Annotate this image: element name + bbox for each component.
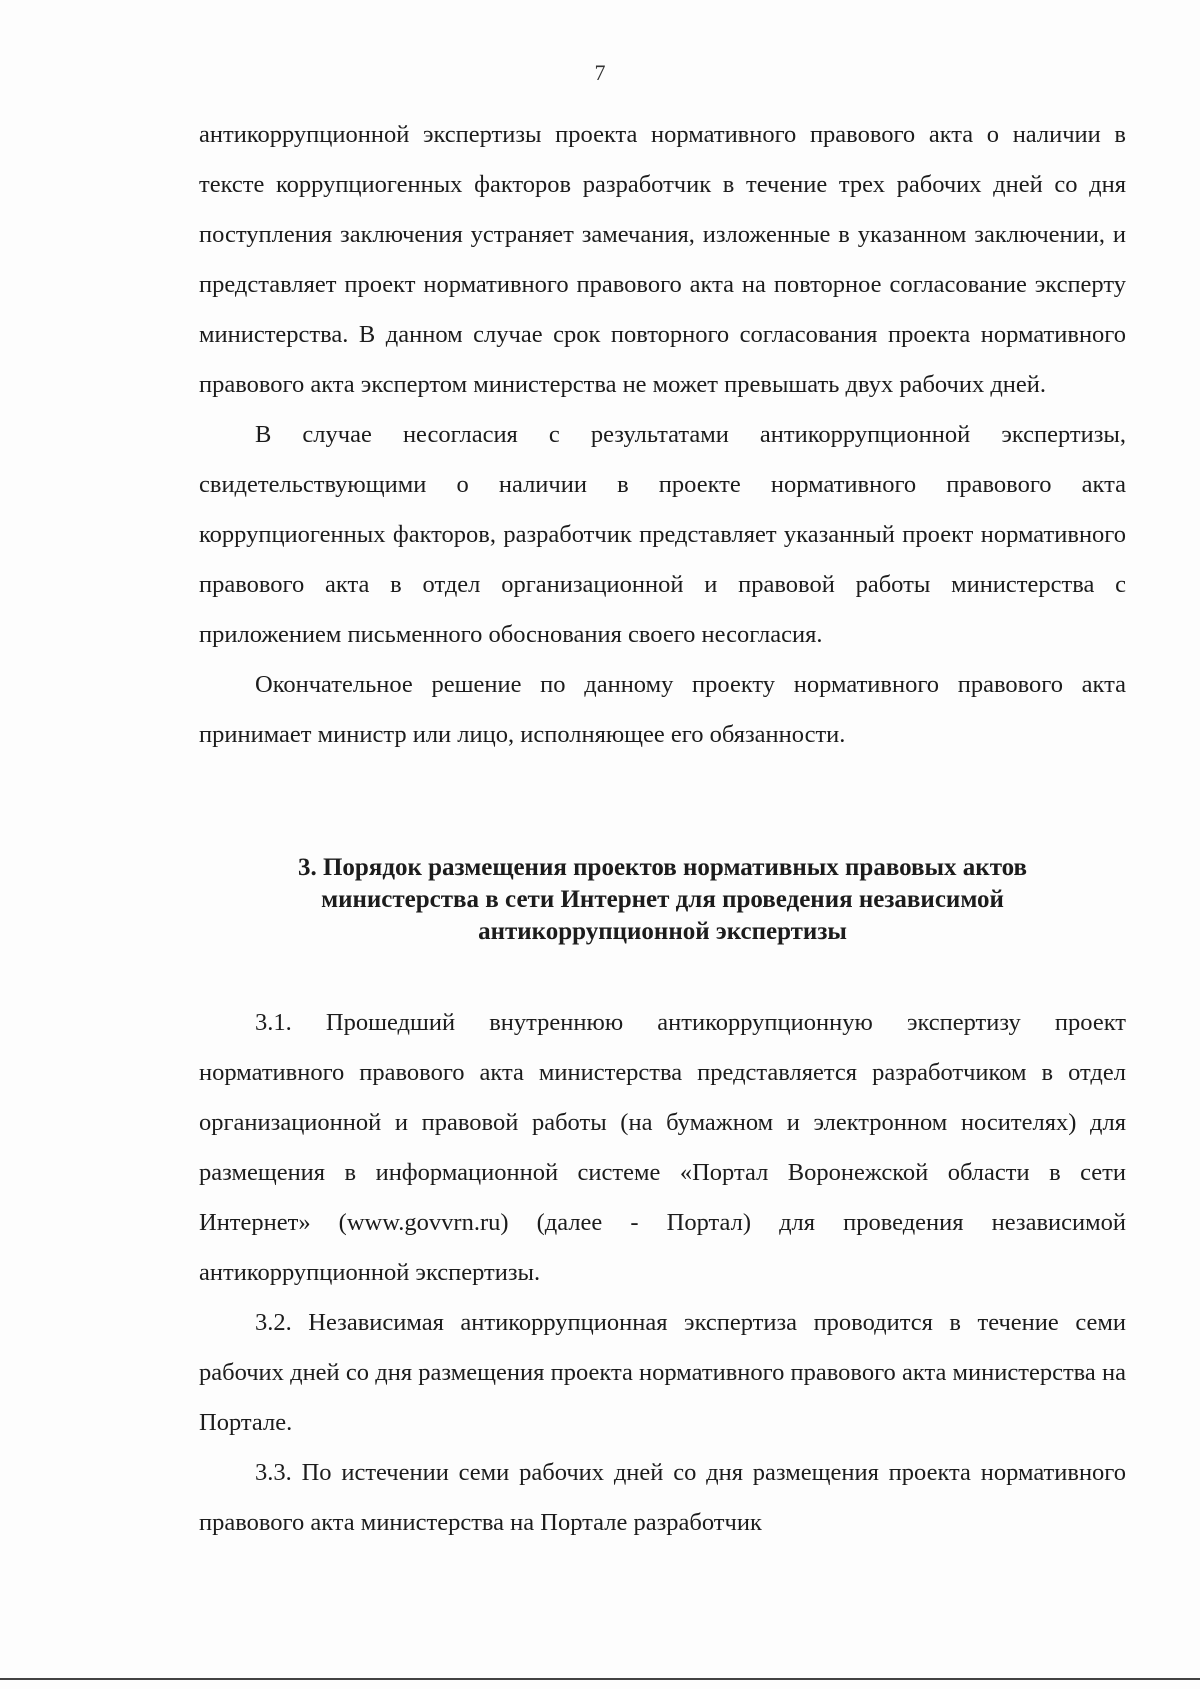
paragraph-3-2: 3.2. Независимая антикоррупционная экспертиза проводится в течение семи рабочих дней со дня размещения проекта нормативного правового акта министерства на Портале.: [199, 1309, 1126, 1436]
body-text-section-3: [199, 998, 1126, 1548]
paragraph-continuation: антикоррупционной экспертизы проекта нормативного правового акта о наличии в тексте коррупциогенных факторов разработчик в течение трех рабочих дней со дня поступления заключения устраняет замечания, изложенные в указанном заключении, и представляет проект нормативного правового акта на повторное согласование эксперту министерства. В данном случае срок повторного согласования проекта нормативного правового акта экспертом министерства не может превышать двух рабочих дней.: [199, 121, 1126, 398]
page-number: 7: [594, 60, 606, 85]
section-3-heading: [199, 852, 1126, 948]
heading-line-3: антикоррупционной экспертизы: [478, 918, 847, 945]
paragraph-disagreement: В случае несогласия с результатами антикоррупционной экспертизы, свидетельствующими о наличии в проекте нормативного правового акта коррупциогенных факторов, разработчик представляет указанный проект нормативного правового акта в отдел организационной и правовой работы министерства с приложением письменного обоснования своего несогласия.: [199, 421, 1126, 648]
body-text-top: [199, 110, 1126, 760]
paragraph-3-1: 3.1. Прошедший внутреннюю антикоррупционную экспертизу проект нормативного правового акта министерства представляется разработчиком в отдел организационной и правовой работы (на бумажном и электронном носителях) для размещения в информационной системе «Портал Воронежской области в сети Интернет» (www.govvrn.ru) (далее - Портал) для проведения независимой антикоррупционной экспертизы.: [199, 1009, 1126, 1286]
paragraph-final-decision: Окончательное решение по данному проекту нормативного правового акта принимает министр или лицо, исполняющее его обязанности.: [199, 671, 1126, 748]
heading-line-1: 3. Порядок размещения проектов нормативных правовых актов: [297, 854, 1028, 881]
heading-line-2: министерства в сети Интернет для проведения независимой: [321, 886, 1004, 913]
paragraph-3-3: 3.3. По истечении семи рабочих дней со дня размещения проекта нормативного правового акта министерства на Портале разработчик: [199, 1459, 1126, 1536]
page-bottom-rule: [0, 1678, 1200, 1680]
